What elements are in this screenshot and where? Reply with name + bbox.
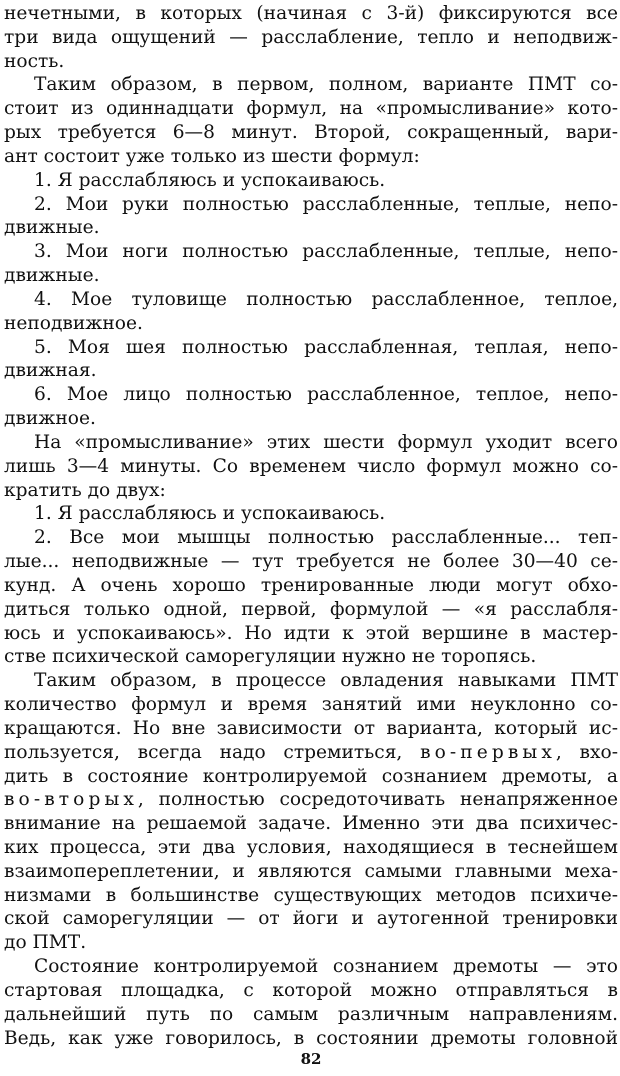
paragraph-first-line: Таким образом, в первом, полном, варианте ПМТ со- bbox=[34, 74, 618, 96]
text-line: юсь и успокаиваюсь». Но идти к этой вершине в мастер- bbox=[4, 622, 618, 644]
text-line: дить в состояние контролируемой сознанием дремоты, а bbox=[4, 765, 618, 787]
formula-item: 1. Я расслабляюсь и успокаиваюсь. bbox=[34, 503, 386, 525]
text-segment: пользуется, всегда надо стремиться, bbox=[4, 741, 421, 763]
text-line: лишь 3—4 минуты. Со временем число формул можно со- bbox=[4, 455, 618, 477]
text-line: неподвижное. bbox=[4, 312, 143, 334]
text-line: движная. bbox=[4, 360, 97, 382]
text-line: кратить до двух: bbox=[4, 479, 166, 501]
text-line: движные. bbox=[4, 217, 100, 239]
text-line: до ПМТ. bbox=[4, 932, 87, 954]
text-line: лые... неподвижные — тут требуется не более 30—40 се- bbox=[4, 551, 618, 573]
text-line-with-emphasis bbox=[4, 741, 618, 765]
text-line: движное. bbox=[4, 408, 96, 430]
text-segment: , вхо- bbox=[555, 741, 618, 763]
text-line: низмами в большинстве существующих методов психиче- bbox=[4, 884, 618, 906]
text-line: стартовая площадка, с которой можно отправляться в bbox=[4, 979, 618, 1001]
text-line: кращаются. Но вне зависимости от варианта, который ис- bbox=[4, 717, 618, 739]
text-line: три вида ощущений — расслабление, тепло и неподвиж- bbox=[4, 26, 618, 48]
text-line: ант состоит уже только из шести формул: bbox=[4, 145, 420, 167]
text-line: движные. bbox=[4, 265, 100, 287]
text-line: нечетными, в которых (начиная с 3-й) фиксируются все bbox=[4, 3, 618, 24]
text-line: диться только одной, первой, формулой — «я расслабля- bbox=[4, 598, 618, 620]
text-line: стве психической саморегуляции нужно не торопясь. bbox=[4, 646, 537, 668]
text-line: взаимопереплетении, и являются самыми главными меха- bbox=[4, 860, 618, 882]
text-line: стоит из одиннадцати формул, на «промысливание» кото- bbox=[4, 98, 618, 120]
formula-item: 1. Я расслабляюсь и успокаиваюсь. bbox=[34, 169, 386, 191]
formula-item: 6. Мое лицо полностью расслабленное, теплое, непо- bbox=[34, 384, 618, 406]
spaced-emphasis: во-первых bbox=[420, 741, 556, 763]
spaced-emphasis: во-вторых bbox=[4, 789, 138, 811]
text-line-with-emphasis bbox=[4, 788, 618, 812]
text-line: ность. bbox=[4, 50, 65, 72]
formula-item: 2. Все мои мышцы полностью расслабленные... теп- bbox=[34, 527, 618, 549]
formula-item: 5. Моя шея полностью расслабленная, теплая, непо- bbox=[34, 336, 618, 358]
text-line: дальнейший путь по самым различным направлениям. bbox=[4, 1003, 618, 1025]
text-segment: , полностью сосредоточивать ненапряженное bbox=[137, 789, 618, 811]
page-number: 82 bbox=[300, 1050, 322, 1068]
text-line: Ведь, как уже говорилось, в состоянии дремоты головной bbox=[4, 1027, 618, 1049]
book-page bbox=[4, 0, 618, 1076]
body-text bbox=[4, 2, 618, 1050]
paragraph-first-line: На «промысливание» этих шести формул уходит всего bbox=[34, 431, 618, 453]
paragraph-first-line: Состояние контролируемой сознанием дремоты — это bbox=[34, 956, 618, 978]
formula-item: 4. Мое туловище полностью расслабленное, теплое, bbox=[34, 288, 618, 310]
text-line: количество формул и время занятий ими неуклонно со- bbox=[4, 694, 618, 716]
formula-item: 3. Мои ноги полностью расслабленные, теплые, непо- bbox=[34, 241, 618, 263]
text-line: рых требуется 6—8 минут. Второй, сокращенный, вари- bbox=[4, 122, 618, 144]
text-line: внимание на решаемой задаче. Именно эти два психичес- bbox=[4, 813, 618, 835]
text-line: кунд. А очень хорошо тренированные люди могут обхо- bbox=[4, 574, 618, 596]
paragraph-first-line: Таким образом, в процессе овладения навыками ПМТ bbox=[34, 670, 618, 692]
formula-item: 2. Мои руки полностью расслабленные, теплые, непо- bbox=[34, 193, 618, 215]
text-line: ких процесса, эти два условия, находящиеся в теснейшем bbox=[4, 836, 618, 858]
text-line: ской саморегуляции — от йоги и аутогенной тренировки bbox=[4, 908, 618, 930]
